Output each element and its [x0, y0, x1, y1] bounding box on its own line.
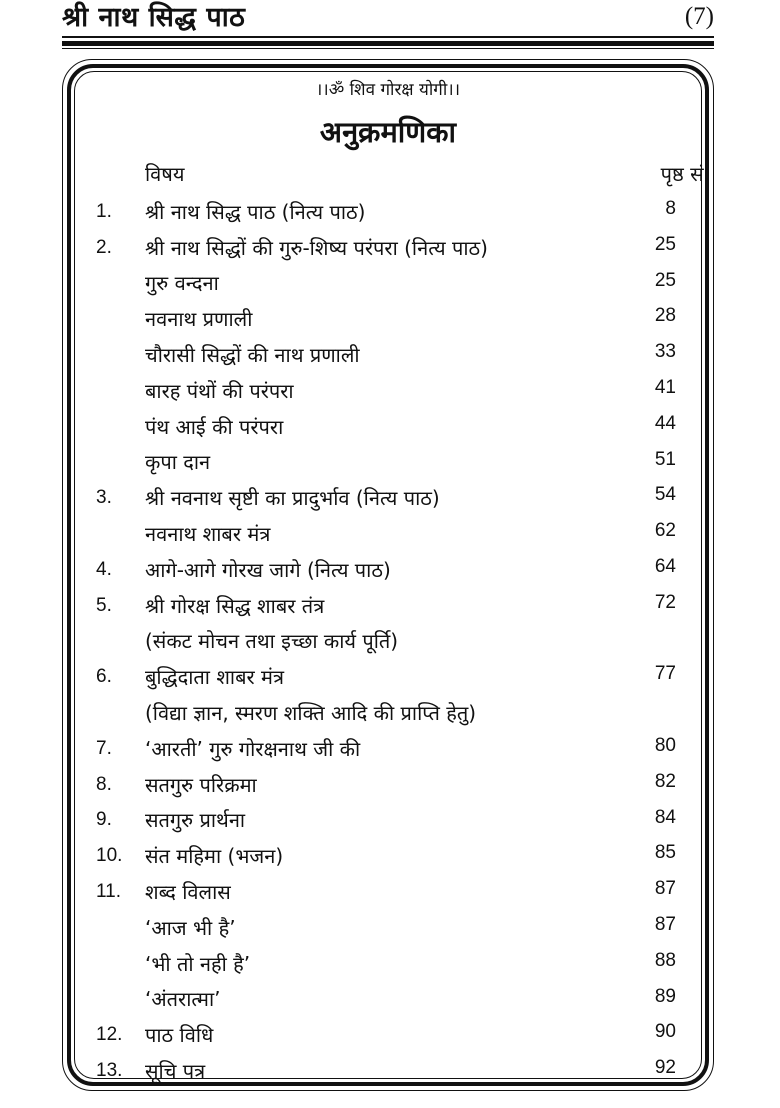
entry-title: पंथ आई की परंपरा [145, 414, 284, 439]
entry-title: संत महिमा (भजन) [145, 844, 284, 869]
entry-title: बारह पंथों की परंपरा [145, 378, 294, 403]
entry-number: 3. [96, 487, 112, 509]
toc-entry [96, 445, 684, 481]
entry-page: 41 [654, 376, 676, 398]
entry-page: 82 [654, 770, 676, 792]
entry-title: सतगुरु प्रार्थना [145, 808, 246, 833]
toc-entry [96, 659, 684, 695]
header-rule-thin-top [62, 36, 714, 38]
toc-entry [96, 301, 684, 337]
entry-page: 80 [654, 734, 676, 756]
toc-entry [96, 409, 684, 445]
entry-page: 44 [654, 412, 676, 434]
toc-entry [96, 1017, 684, 1053]
invocation-line: ।।ॐ शिव गोरक्ष योगी।। [315, 80, 461, 100]
toc-entry [96, 874, 684, 910]
entry-page: 84 [654, 806, 676, 828]
toc-entry [96, 337, 684, 373]
entry-title: ‘अंतरात्मा’ [145, 987, 221, 1012]
entry-page: 88 [654, 949, 676, 971]
toc-entry [96, 731, 684, 767]
entry-title: सूचि पत्र [145, 1059, 206, 1084]
entry-page: 87 [654, 878, 676, 900]
entry-page: 72 [654, 591, 676, 613]
entry-number: 7. [96, 737, 112, 759]
entry-title: (संकट मोचन तथा इच्छा कार्य पूर्ति) [145, 629, 399, 654]
entry-page: 8 [665, 198, 676, 219]
entry-number: 10. [96, 845, 123, 867]
toc-entry [96, 552, 684, 588]
toc-entry [96, 516, 684, 552]
entry-title: श्री नाथ सिद्धों की गुरु-शिष्य परंपरा (नित्य पाठ) [145, 235, 488, 260]
entry-number: 2. [96, 236, 112, 258]
entry-number: 8. [96, 773, 112, 795]
entry-page: 62 [654, 520, 676, 542]
toc-entry [96, 194, 684, 230]
entry-title: सतगुरु परिक्रमा [145, 772, 257, 797]
entry-number: 12. [96, 1024, 123, 1046]
toc-entry [96, 266, 684, 302]
entry-number: 4. [96, 558, 112, 580]
toc-entry [96, 373, 684, 409]
entry-title: आगे-आगे गोरख जागे (नित्य पाठ) [145, 557, 391, 582]
entry-page: 92 [654, 1057, 676, 1079]
entry-page: 54 [654, 484, 676, 506]
entry-title: गुरु वन्दना [145, 271, 219, 296]
book-title: श्री नाथ सिद्ध पाठ [62, 2, 246, 33]
entry-number: 5. [96, 594, 112, 616]
page-header [62, 0, 714, 36]
entry-title: श्री नवनाथ सृष्टी का प्रादुर्भाव (नित्य पाठ) [145, 486, 440, 511]
toc-entry [96, 982, 684, 1018]
entry-page: 64 [654, 555, 676, 577]
toc-list [96, 194, 684, 1089]
column-header-page: पृष्ठ सं. [660, 162, 710, 186]
entry-page: 28 [654, 305, 676, 327]
entry-page: 51 [654, 448, 676, 470]
entry-page: 25 [654, 269, 676, 291]
entry-page: 33 [654, 341, 676, 363]
entry-title: श्री नाथ सिद्ध पाठ (नित्य पाठ) [145, 199, 366, 224]
entry-title: ‘भी तो नही है’ [145, 951, 251, 976]
entry-number: 11. [96, 881, 122, 903]
toc-entry [96, 910, 684, 946]
entry-page: 77 [654, 663, 676, 685]
toc-entry-subtitle [96, 695, 684, 731]
toc-entry [96, 1053, 684, 1089]
entry-title: श्री गोरक्ष सिद्ध शाबर तंत्र [145, 593, 325, 618]
entry-number: 9. [96, 809, 112, 831]
entry-page: 25 [654, 233, 676, 255]
entry-number: 13. [96, 1060, 123, 1082]
entry-title: शब्द विलास [145, 880, 231, 905]
toc-entry [96, 838, 684, 874]
entry-title: ‘आरती’ गुरु गोरक्षनाथ जी की [145, 736, 361, 761]
entry-title: नवनाथ शाबर मंत्र [145, 522, 271, 547]
toc-entry [96, 588, 684, 624]
entry-page: 87 [654, 913, 676, 935]
entry-page: 90 [654, 1021, 676, 1043]
column-header-subject: विषय [145, 162, 185, 186]
entry-title: ‘आज भी है’ [145, 915, 236, 940]
entry-page: 85 [654, 842, 676, 864]
toc-entry [96, 946, 684, 982]
entry-title: कृपा दान [145, 450, 211, 475]
toc-entry [96, 803, 684, 839]
entry-title: नवनाथ प्रणाली [145, 307, 253, 332]
page-number: (7) [684, 3, 714, 30]
header-rule-thin-bottom [62, 48, 714, 49]
entry-title: पाठ विधि [145, 1023, 214, 1048]
header-rule-thick [62, 41, 714, 46]
entry-title: (विद्या ज्ञान, स्मरण शक्ति आदि की प्राप्ति हेतु) [145, 701, 477, 726]
entry-number: 6. [96, 666, 112, 688]
entry-number: 1. [96, 200, 112, 222]
toc-entry [96, 230, 684, 266]
toc-entry [96, 480, 684, 516]
entry-title: चौरासी सिद्धों की नाथ प्रणाली [145, 343, 360, 368]
toc-entry [96, 767, 684, 803]
entry-page: 89 [654, 985, 676, 1007]
toc-title: अनुक्रमणिका [319, 115, 457, 149]
toc-entry-subtitle [96, 624, 684, 660]
entry-title: बुद्धिदाता शाबर मंत्र [145, 665, 285, 690]
